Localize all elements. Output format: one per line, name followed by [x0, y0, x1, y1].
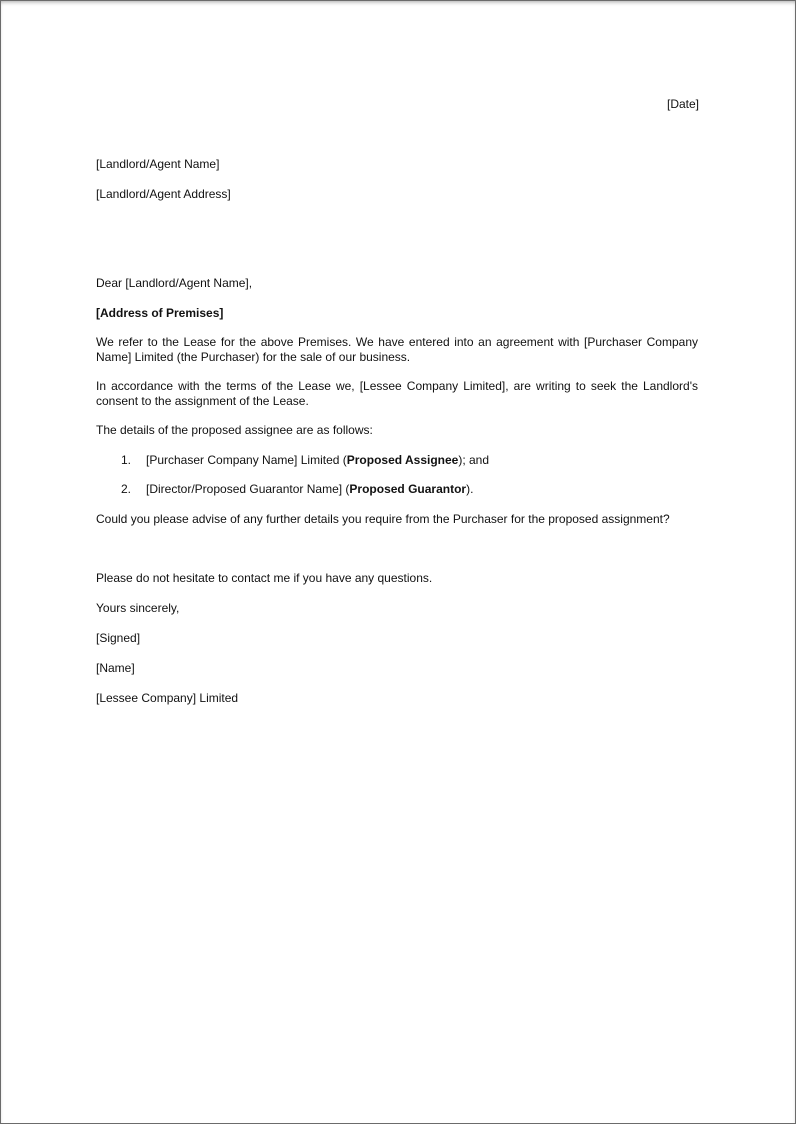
salutation: Dear [Landlord/Agent Name], — [96, 276, 253, 290]
closing-line: Yours sincerely, — [96, 601, 180, 615]
paragraph-consent: In accordance with the terms of the Lease we, [Lessee Company Limited], are writing to seek the Landlord's consent to the assignment of the Lease. — [96, 379, 698, 408]
recipient-address: [Landlord/Agent Address] — [96, 187, 231, 201]
signer-name: [Name] — [96, 661, 135, 675]
recipient-name: [Landlord/Agent Name] — [96, 157, 220, 171]
letter-date: [Date] — [666, 97, 699, 111]
paragraph-details-intro: The details of the proposed assignee are as follows: — [96, 423, 373, 437]
paragraph-agreement: We refer to the Lease for the above Premises. We have entered into an agreement with [Purchaser Company Name] Limited (the Purchaser) for the sale of our business. — [96, 335, 698, 364]
paragraph-contact: Please do not hesitate to contact me if you have any questions. — [96, 571, 433, 585]
signer-company: [Lessee Company] Limited — [96, 691, 239, 705]
list-item-number: 1. — [121, 453, 132, 467]
list-item-text: [Purchaser Company Name] Limited (Proposed Assignee); and — [146, 453, 490, 467]
signature-placeholder: [Signed] — [96, 631, 141, 645]
paragraph-request: Could you please advise of any further details you require from the Purchaser for the proposed assignment? — [96, 512, 670, 526]
list-item-text: [Director/Proposed Guarantor Name] (Proposed Guarantor). — [146, 482, 474, 496]
list-item-number: 2. — [121, 482, 132, 496]
subject-line: [Address of Premises] — [96, 306, 224, 320]
